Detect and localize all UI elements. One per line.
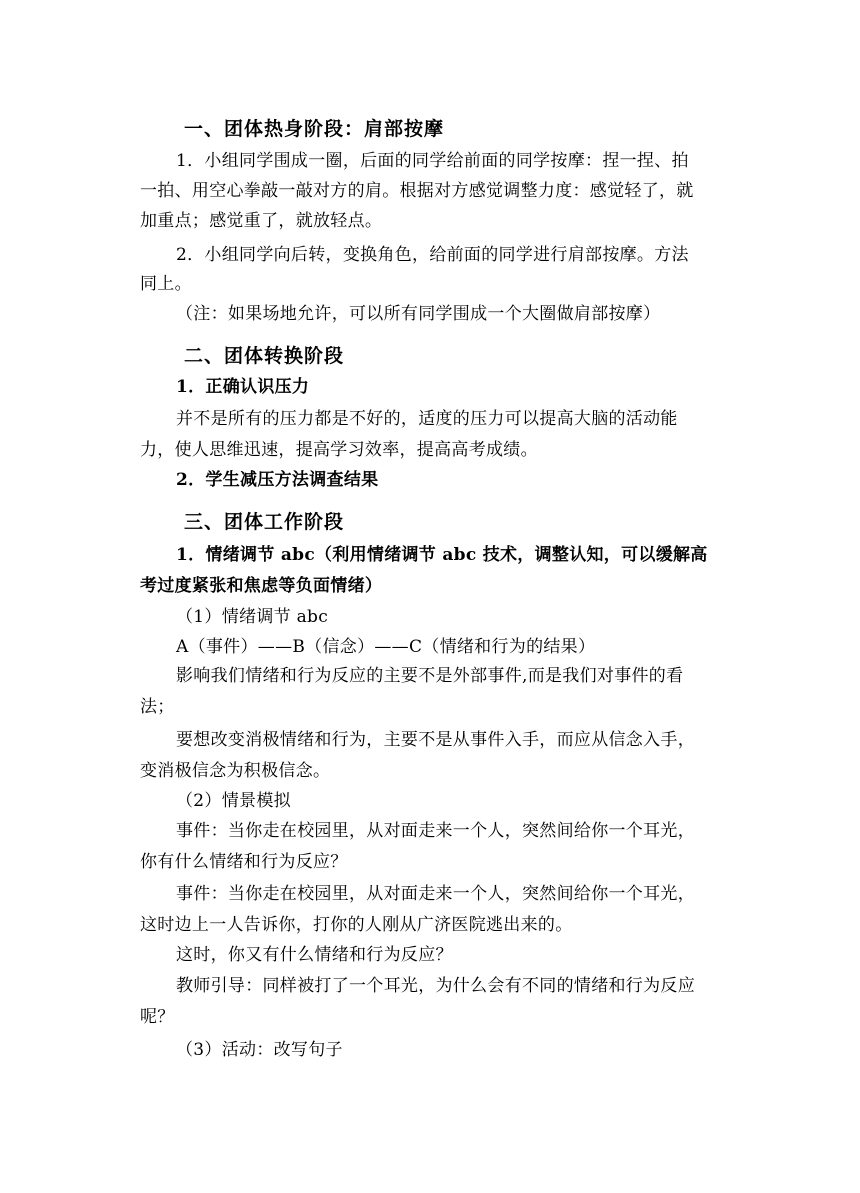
section-3-item-3: （3）活动：改写句子 — [176, 1040, 343, 1060]
section-1-paragraph-2-line-1: 2．小组同学向后转，变换角色，给前面的同学进行肩部按摩。方法 — [176, 245, 689, 265]
section-3-event-1-line-1: 事件：当你走在校园里，从对面走来一个人，突然间给你一个耳光， — [176, 821, 695, 841]
section-3-abc-formula: A（事件）——B（信念）——C（情绪和行为的结果） — [176, 637, 596, 657]
section-3-event-question: 这时，你又有什么情绪和行为反应？ — [176, 945, 453, 965]
section-3-item-2: （2）情景模拟 — [176, 791, 291, 811]
section-2-subheading-1: 1．正确认识压力 — [176, 377, 310, 397]
section-1-heading: 一、团体热身阶段：肩部按摩 — [184, 118, 445, 140]
section-3-event-2-line-1: 事件：当你走在校园里，从对面走来一个人，突然间给你一个耳光， — [176, 884, 695, 904]
section-3-teacher-line-2: 呢？ — [140, 1007, 175, 1027]
section-3-paragraph-2-line-2: 变消极信念为积极信念。 — [140, 761, 331, 781]
section-1-paragraph-2-line-2: 同上。 — [140, 274, 192, 294]
section-2-heading: 二、团体转换阶段 — [184, 345, 345, 367]
section-3-subheading-1-line-1: 1．情绪调节 abc（利用情绪调节 abc 技术，调整认知，可以缓解高 — [176, 545, 708, 565]
section-3-paragraph-1-line-1: 影响我们情绪和行为反应的主要不是外部事件,而是我们对事件的看 — [176, 666, 684, 686]
section-3-paragraph-1-line-2: 法； — [140, 697, 175, 717]
section-2-paragraph-line-2: 力，使人思维迅速，提高学习效率，提高高考成绩。 — [140, 440, 538, 460]
section-3-heading: 三、团体工作阶段 — [184, 511, 345, 533]
section-1-note: （注：如果场地允许，可以所有同学围成一个大圈做肩部按摩） — [176, 304, 661, 324]
section-1-paragraph-1-line-1: 1．小组同学围成一圈，后面的同学给前面的同学按摩：捏一捏、拍 — [176, 151, 689, 171]
section-1-paragraph-1-line-2: 一拍、用空心拳敲一敲对方的肩。根据对方感觉调整力度：感觉轻了，就 — [140, 181, 694, 201]
section-3-event-2-line-2: 这时边上一人告诉你，打你的人刚从广济医院逃出来的。 — [140, 915, 573, 935]
section-2-subheading-2: 2．学生减压方法调查结果 — [176, 470, 379, 490]
section-3-item-1: （1）情绪调节 abc — [176, 607, 329, 627]
section-3-event-1-line-2: 你有什么情绪和行为反应？ — [140, 852, 348, 872]
section-3-teacher-line-1: 教师引导：同样被打了一个耳光，为什么会有不同的情绪和行为反应 — [176, 976, 695, 996]
section-1-paragraph-1-line-3: 加重点；感觉重了，就放轻点。 — [140, 211, 383, 231]
section-3-paragraph-2-line-1: 要想改变消极情绪和行为，主要不是从事件入手，而应从信念入手， — [176, 730, 695, 750]
section-3-subheading-1-line-2: 考过度紧张和焦虑等负面情绪） — [140, 576, 383, 596]
section-2-paragraph-line-1: 并不是所有的压力都是不好的，适度的压力可以提高大脑的活动能 — [176, 409, 678, 429]
